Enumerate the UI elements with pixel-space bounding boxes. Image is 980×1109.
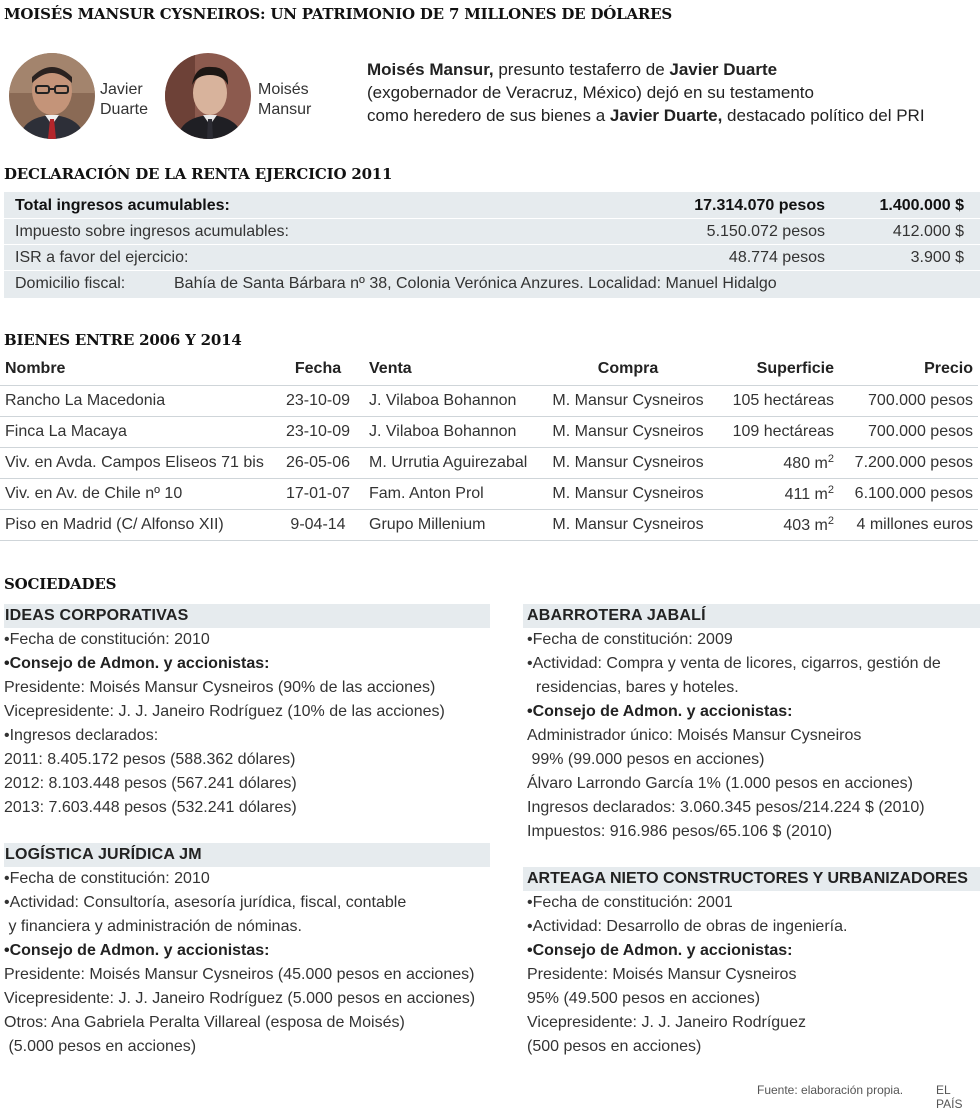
- company-name: ABARROTERA JABALÍ: [523, 604, 980, 628]
- bienes-table: [0, 354, 978, 541]
- cell-compra: M. Mansur Cysneiros: [547, 478, 709, 509]
- renta-pesos: 17.314.070 pesos: [694, 197, 825, 214]
- person-first-name: Moisés: [258, 81, 309, 98]
- company-abarrotera-jabali: [523, 604, 980, 844]
- intro-fragment: destacado político del PRI: [722, 106, 925, 125]
- intro-name: Javier Duarte: [669, 60, 778, 79]
- company-line: 95% (49.500 pesos en acciones): [527, 990, 761, 1007]
- table-row: [0, 385, 978, 416]
- company-line: Ingresos declarados: 3.060.345 pesos/214.224 $ (2010): [527, 799, 925, 816]
- company-line: Vicepresidente: J. J. Janeiro Rodríguez (5.000 pesos en acciones): [4, 990, 476, 1007]
- renta-usd: 1.400.000 $: [879, 197, 964, 214]
- intro-text: [367, 58, 979, 127]
- page-title: MOISÉS MANSUR CYSNEIROS: UN PATRIMONIO DE 7 MILLONES DE DÓLARES: [4, 5, 673, 23]
- intro-fragment: presunto testaferro de: [493, 60, 670, 79]
- cell-venta: Fam. Anton Prol: [364, 478, 547, 509]
- company-line: •Consejo de Admon. y accionistas:: [4, 655, 270, 672]
- moises-mansur-photo: [165, 53, 251, 139]
- bienes-section-title: BIENES ENTRE 2006 Y 2014: [4, 331, 242, 349]
- renta-row-total: [4, 193, 980, 219]
- superficie-value: 480 m: [783, 454, 828, 472]
- source-credit: Fuente: elaboración propia.: [757, 1083, 904, 1097]
- renta-row-impuesto: [4, 219, 980, 245]
- renta-pesos: 5.150.072 pesos: [706, 223, 825, 240]
- cell-compra: M. Mansur Cysneiros: [547, 509, 709, 540]
- company-line: 2013: 7.603.448 pesos (532.241 dólares): [4, 799, 297, 816]
- company-line: y financiera y administración de nóminas.: [4, 918, 302, 935]
- cell-superficie: [709, 447, 839, 478]
- person-last-name: Mansur: [258, 101, 312, 118]
- company-line: Vicepresidente: J. J. Janeiro Rodríguez: [527, 1014, 806, 1031]
- cell-venta: M. Urrutia Aguirezabal: [364, 447, 547, 478]
- renta-label: ISR a favor del ejercicio:: [15, 249, 189, 266]
- cell-fecha: 9-04-14: [272, 509, 364, 540]
- company-logistica-juridica: [4, 843, 490, 1059]
- company-line: (5.000 pesos en acciones): [4, 1038, 197, 1055]
- cell-precio: 7.200.000 pesos: [839, 447, 978, 478]
- cell-venta: J. Vilaboa Bohannon: [364, 385, 547, 416]
- col-header-precio: Precio: [839, 354, 978, 385]
- renta-label: Total ingresos acumulables:: [15, 197, 230, 214]
- cell-superficie: [709, 509, 839, 540]
- company-line: •Consejo de Admon. y accionistas:: [527, 703, 793, 720]
- cell-fecha: 26-05-06: [272, 447, 364, 478]
- cell-nombre: Viv. en Av. de Chile nº 10: [0, 478, 272, 509]
- cell-compra: M. Mansur Cysneiros: [547, 385, 709, 416]
- cell-precio: 6.100.000 pesos: [839, 478, 978, 509]
- company-line: •Actividad: Consultoría, asesoría jurídica, fiscal, contable: [4, 894, 407, 911]
- col-header-compra: Compra: [547, 354, 709, 385]
- company-line: •Actividad: Compra y venta de licores, cigarros, gestión de: [527, 655, 941, 672]
- col-header-nombre: Nombre: [0, 354, 272, 385]
- cell-compra: M. Mansur Cysneiros: [547, 447, 709, 478]
- renta-table: [4, 192, 980, 298]
- renta-row-isr: [4, 245, 980, 271]
- cell-superficie: 109 hectáreas: [709, 416, 839, 447]
- cell-compra: M. Mansur Cysneiros: [547, 416, 709, 447]
- intro-name: Javier Duarte,: [609, 106, 723, 125]
- company-line: (500 pesos en acciones): [527, 1038, 702, 1055]
- intro-line: (exgobernador de Veracruz, México) dejó en su testamento: [367, 83, 814, 102]
- cell-fecha: 23-10-09: [272, 416, 364, 447]
- company-line: Presidente: Moisés Mansur Cysneiros: [527, 966, 797, 983]
- company-line: 99% (99.000 pesos en acciones): [527, 751, 765, 768]
- intro-name: Moisés Mansur,: [367, 60, 494, 79]
- table-row: [0, 478, 978, 509]
- cell-nombre: Viv. en Avda. Campos Eliseos 71 bis: [0, 447, 272, 478]
- cell-fecha: 17-01-07: [272, 478, 364, 509]
- company-line: Vicepresidente: J. J. Janeiro Rodríguez (10% de las acciones): [4, 703, 445, 720]
- col-header-fecha: Fecha: [272, 354, 364, 385]
- company-ideas-corporativas: [4, 604, 490, 820]
- col-header-superficie: Superficie: [709, 354, 839, 385]
- renta-label: Impuesto sobre ingresos acumulables:: [15, 223, 289, 240]
- company-line: residencias, bares y hoteles.: [527, 679, 739, 696]
- sociedades-section-title: SOCIEDADES: [4, 575, 117, 593]
- domicilio-value: Bahía de Santa Bárbara nº 38, Colonia Verónica Anzures. Localidad: Manuel Hidalgo: [174, 275, 777, 292]
- javier-duarte-photo: [9, 53, 95, 139]
- cell-fecha: 23-10-09: [272, 385, 364, 416]
- company-name: ARTEAGA NIETO CONSTRUCTORES Y URBANIZADORES: [523, 867, 980, 891]
- company-name: IDEAS CORPORATIVAS: [4, 604, 490, 628]
- renta-usd: 3.900 $: [910, 249, 964, 266]
- company-line: •Fecha de constitución: 2010: [4, 631, 210, 648]
- company-line: Impuestos: 916.986 pesos/65.106 $ (2010): [527, 823, 833, 840]
- company-line: Administrador único: Moisés Mansur Cysneiros: [527, 727, 862, 744]
- company-line: Álvaro Larrondo García 1% (1.000 pesos en acciones): [527, 775, 913, 792]
- javier-duarte-label: [100, 80, 148, 120]
- company-arteaga-nieto: [523, 867, 980, 1059]
- renta-row-domicilio: [4, 271, 980, 297]
- person-last-name: Duarte: [100, 101, 149, 118]
- brand-credit: EL PAÍS: [936, 1083, 963, 1109]
- moises-mansur-label: [258, 80, 311, 120]
- bienes-header-row: [0, 354, 978, 385]
- renta-section-title: DECLARACIÓN DE LA RENTA EJERCICIO 2011: [4, 165, 393, 183]
- person-first-name: Javier: [100, 81, 143, 98]
- cell-superficie: 105 hectáreas: [709, 385, 839, 416]
- company-line: Otros: Ana Gabriela Peralta Villareal (esposa de Moisés): [4, 1014, 405, 1031]
- cell-nombre: Piso en Madrid (C/ Alfonso XII): [0, 509, 272, 540]
- table-row: [0, 509, 978, 540]
- company-line: •Fecha de constitución: 2009: [527, 631, 733, 648]
- company-line: •Consejo de Admon. y accionistas:: [4, 942, 270, 959]
- company-name: LOGÍSTICA JURÍDICA JM: [4, 843, 490, 867]
- unit-superscript: 2: [827, 514, 834, 527]
- intro-fragment: como heredero de sus bienes a: [367, 106, 610, 125]
- table-row: [0, 416, 978, 447]
- company-line: •Actividad: Desarrollo de obras de ingeniería.: [527, 918, 848, 935]
- renta-pesos: 48.774 pesos: [728, 249, 825, 266]
- unit-superscript: 2: [827, 483, 834, 496]
- company-line: •Ingresos declarados:: [4, 727, 159, 744]
- company-line: Presidente: Moisés Mansur Cysneiros (90% de las acciones): [4, 679, 436, 696]
- table-row: [0, 447, 978, 478]
- cell-precio: 700.000 pesos: [839, 385, 978, 416]
- domicilio-label: Domicilio fiscal:: [15, 275, 126, 292]
- renta-usd: 412.000 $: [892, 223, 964, 240]
- cell-superficie: [709, 478, 839, 509]
- cell-venta: Grupo Millenium: [364, 509, 547, 540]
- cell-nombre: Finca La Macaya: [0, 416, 272, 447]
- company-line: 2011: 8.405.172 pesos (588.362 dólares): [4, 751, 296, 768]
- superficie-value: 411 m: [784, 485, 828, 503]
- company-line: •Fecha de constitución: 2001: [527, 894, 733, 911]
- cell-nombre: Rancho La Macedonia: [0, 385, 272, 416]
- cell-venta: J. Vilaboa Bohannon: [364, 416, 547, 447]
- company-line: Presidente: Moisés Mansur Cysneiros (45.000 pesos en acciones): [4, 966, 475, 983]
- col-header-venta: Venta: [364, 354, 547, 385]
- company-line: •Fecha de constitución: 2010: [4, 870, 210, 887]
- company-line: 2012: 8.103.448 pesos (567.241 dólares): [4, 775, 297, 792]
- cell-precio: 700.000 pesos: [839, 416, 978, 447]
- company-line: •Consejo de Admon. y accionistas:: [527, 942, 793, 959]
- superficie-value: 403 m: [783, 516, 828, 534]
- cell-precio: 4 millones euros: [839, 509, 978, 540]
- unit-superscript: 2: [827, 452, 834, 465]
